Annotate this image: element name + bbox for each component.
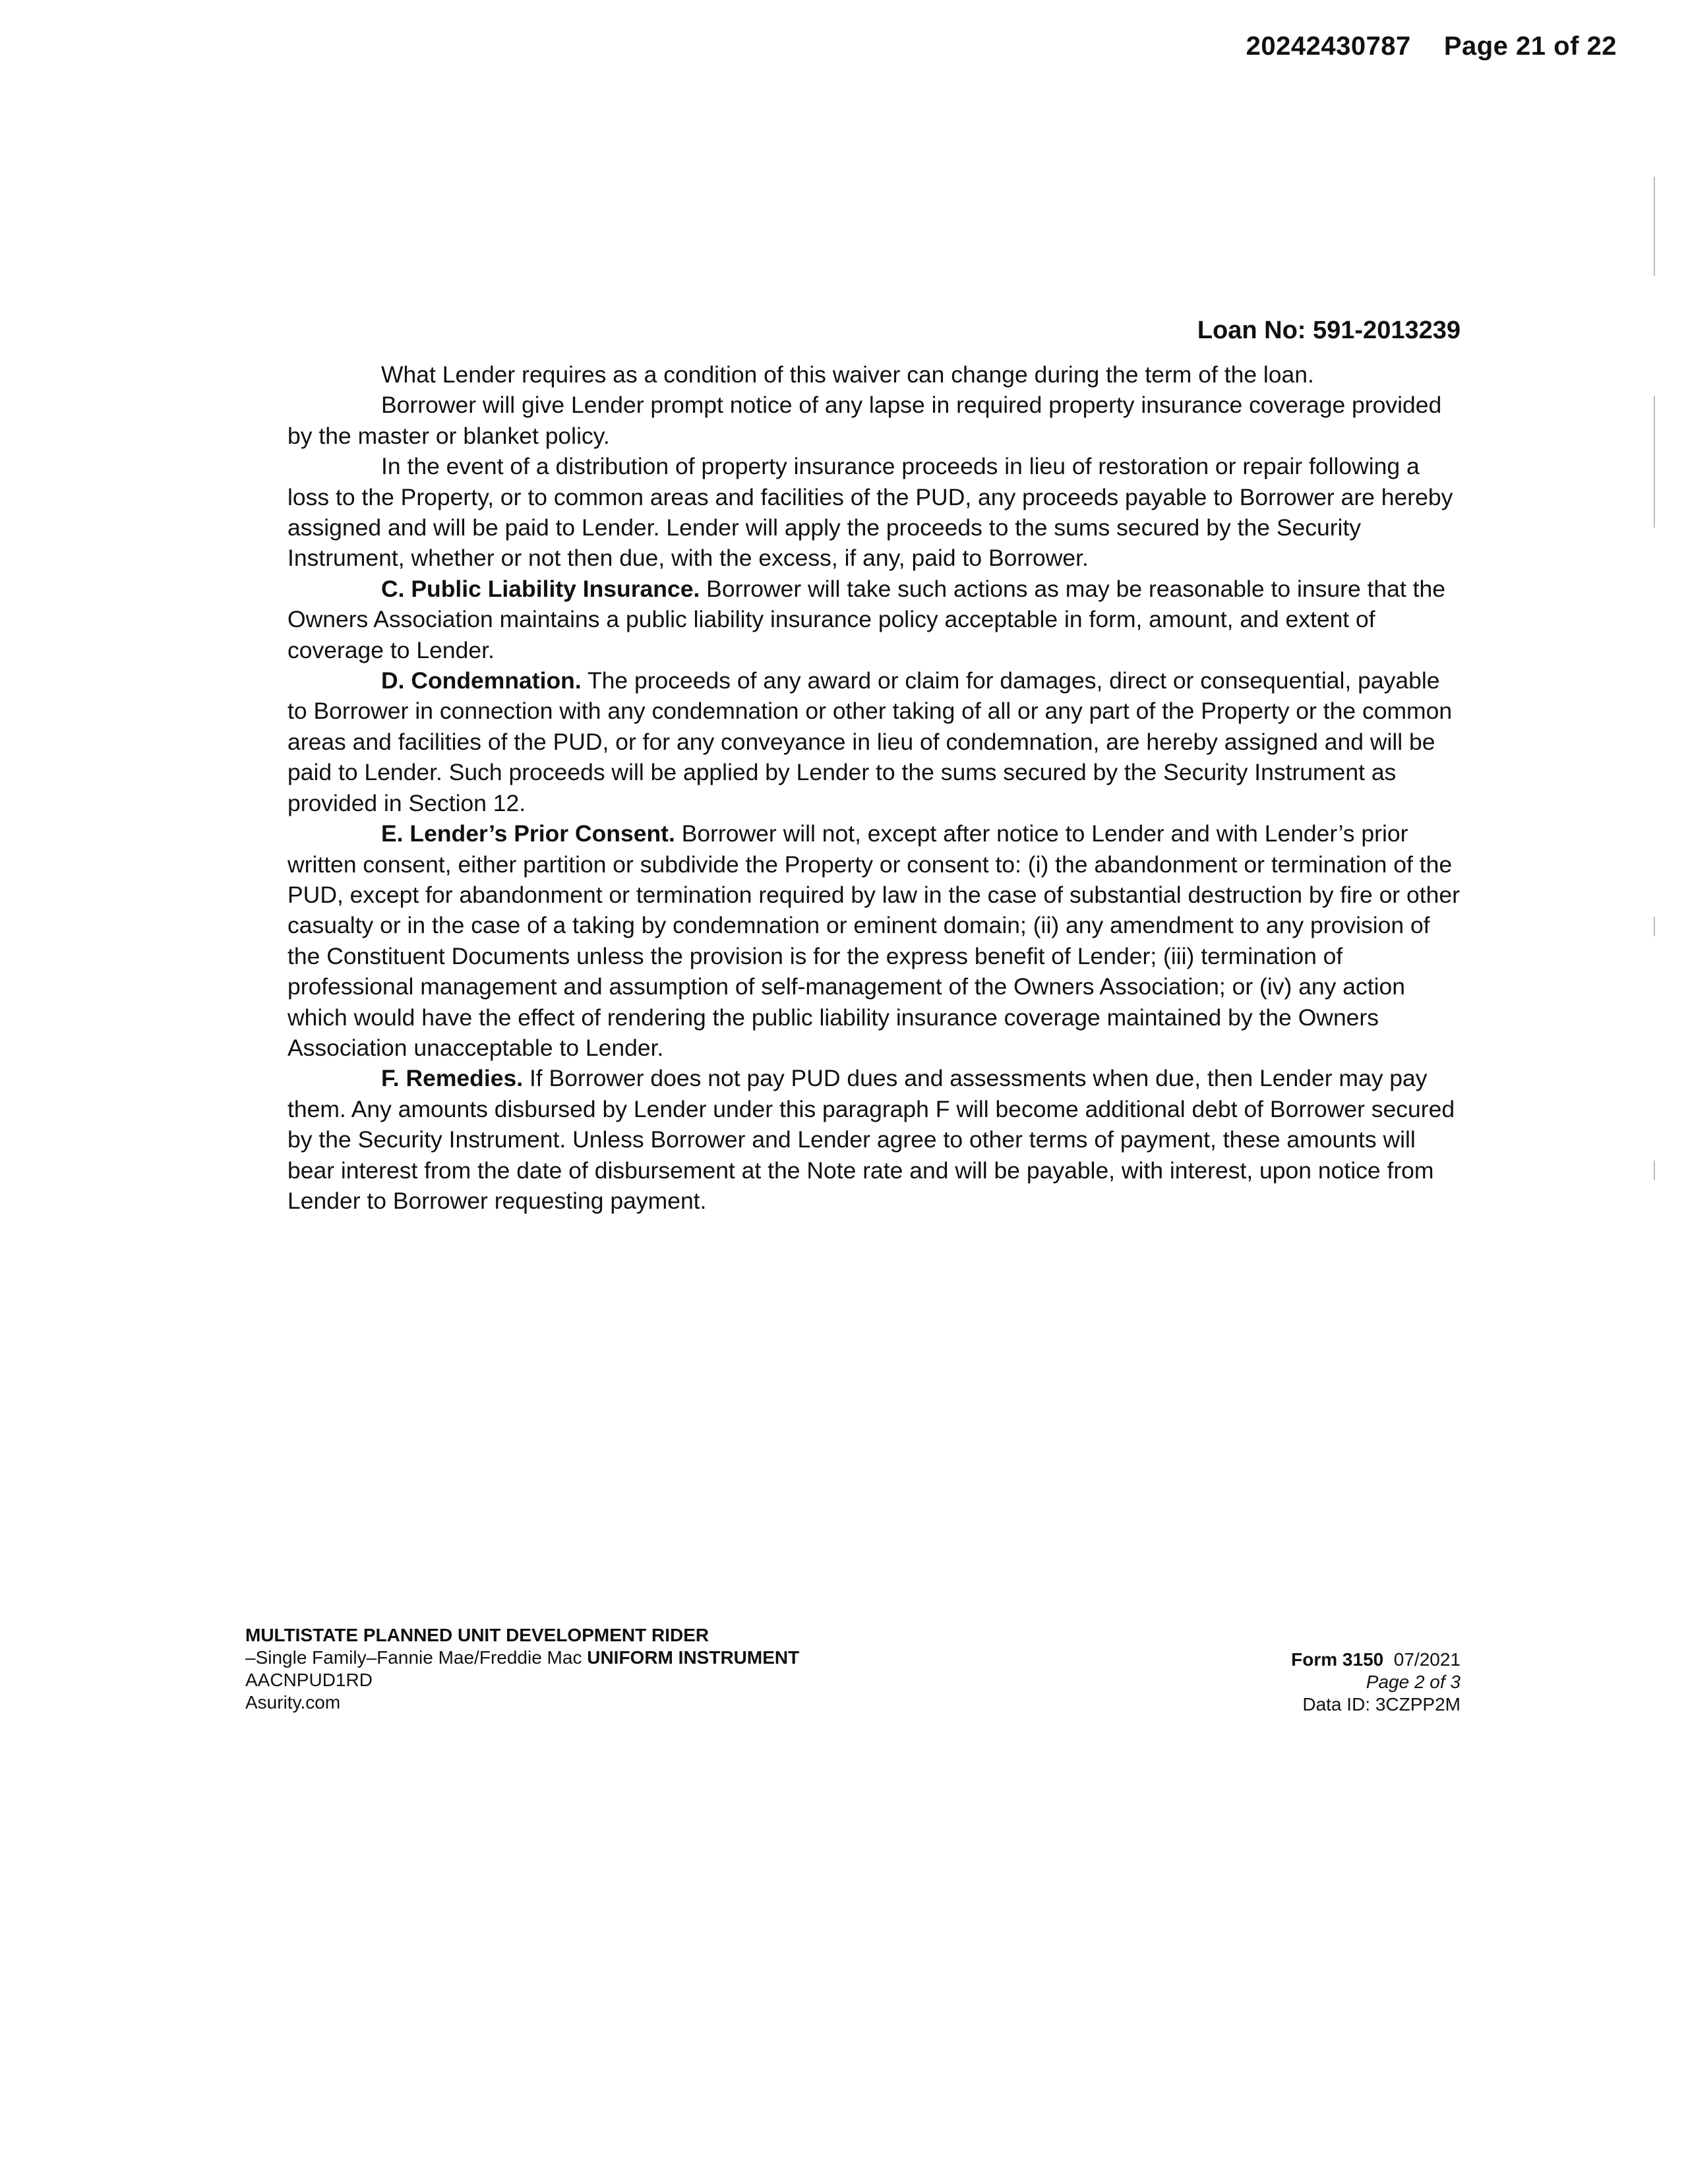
section-f-text: If Borrower does not pay PUD dues and assessments when due, then Lender may pay them. Any amounts disbursed by Lender under this paragraph F will become additional debt of Borrower secured by the Security Instrument. Unless Borrower and Lender agree to other terms of payment, these amounts will bear interest from the date of disbursement at the Note rate and will be payable, with interest, upon notice from Lender to Borrower requesting payment. — [287, 1065, 1455, 1214]
footer-site: Asurity.com — [245, 1692, 341, 1713]
footer-page-of: Page 2 of 3 — [1366, 1672, 1461, 1692]
footer-subtitle-bold: UNIFORM INSTRUMENT — [587, 1647, 800, 1668]
section-c — [287, 574, 1461, 665]
loan-number: Loan No: 591-2013239 — [1197, 317, 1461, 344]
section-d-heading: D. Condemnation. — [381, 667, 582, 694]
scan-artifact — [1654, 396, 1655, 528]
record-number: 20242430787 — [1246, 32, 1411, 61]
section-f — [287, 1063, 1461, 1216]
section-f-heading: F. Remedies. — [381, 1065, 524, 1092]
footer-data-id: Data ID: 3CZPP2M — [1302, 1694, 1461, 1714]
footer-form-info — [245, 1624, 799, 1714]
footer-form-date: 07/2021 — [1393, 1649, 1461, 1670]
paragraph-insurance-proceeds: In the event of a distribution of property insurance proceeds in lieu of restoration or repair following a loss to the Property, or to common areas and facilities of the PUD, any proceeds payable to Borrower are hereby assigned and will be paid to Lender. Lender will apply the proceeds to the sums secured by the Security Instrument, whether or not then due, with the excess, if any, paid to Borrower. — [287, 453, 1453, 572]
section-e — [287, 818, 1461, 1063]
footer-form-number — [1291, 1649, 1461, 1716]
scan-artifact — [1654, 917, 1655, 936]
footer-code: AACNPUD1RD — [245, 1670, 373, 1690]
section-e-heading: E. Lender’s Prior Consent. — [381, 820, 675, 847]
section-d — [287, 665, 1461, 818]
scan-artifact — [1654, 177, 1655, 276]
page-header — [1246, 32, 1617, 61]
section-c-text: Borrower will take such actions as may be reasonable to insure that the Owners Association maintains a public liability insurance policy acceptable in form, amount, and extent of coverage to Lender. — [287, 575, 1445, 663]
paragraph-lapse-notice: Borrower will give Lender prompt notice of any lapse in required property insurance coverage provided by the master or blanket policy. — [287, 392, 1442, 449]
footer-subtitle-prefix: –Single Family–Fannie Mae/Freddie Mac — [245, 1647, 588, 1668]
footer-form-line — [1291, 1649, 1461, 1671]
footer-title: MULTISTATE PLANNED UNIT DEVELOPMENT RIDER — [245, 1625, 709, 1645]
section-c-heading: C. Public Liability Insurance. — [381, 575, 700, 602]
section-d-text: The proceeds of any award or claim for damages, direct or consequential, payable to Borrower in connection with any condemnation or other taking of all or any part of the Property or the common areas and facilities of the PUD, or for any conveyance in lieu of condemnation, are hereby assigned and will be paid to Lender. Such proceeds will be applied by Lender to the sums secured by the Security Instrument as provided in Section 12. — [287, 667, 1453, 816]
page-number: Page 21 of 22 — [1443, 32, 1617, 61]
section-e-text: Borrower will not, except after notice to Lender and with Lender’s prior written consent, either partition or subdivide the Property or consent to: (i) the abandonment or termination of the PUD, except for abandonment or termination required by law in the case of substantial destruction by fire or other casualty or in the case of a taking by condemnation or eminent domain; (ii) any amendment to any provision of the Constituent Documents unless the provision is for the express benefit of Lender; (iii) termination of professional management and assumption of self-management of the Owners Association; or (iv) any action which would have the effect of rendering the public liability insurance coverage maintained by the Owners Association unacceptable to Lender. — [287, 820, 1460, 1061]
document-body — [287, 359, 1461, 1216]
footer-subtitle — [245, 1647, 799, 1669]
footer-form-label: Form 3150 — [1291, 1649, 1384, 1670]
paragraph-waiver: What Lender requires as a condition of this waiver can change during the term of the loan. — [381, 361, 1314, 388]
scan-artifact — [1654, 1161, 1655, 1180]
